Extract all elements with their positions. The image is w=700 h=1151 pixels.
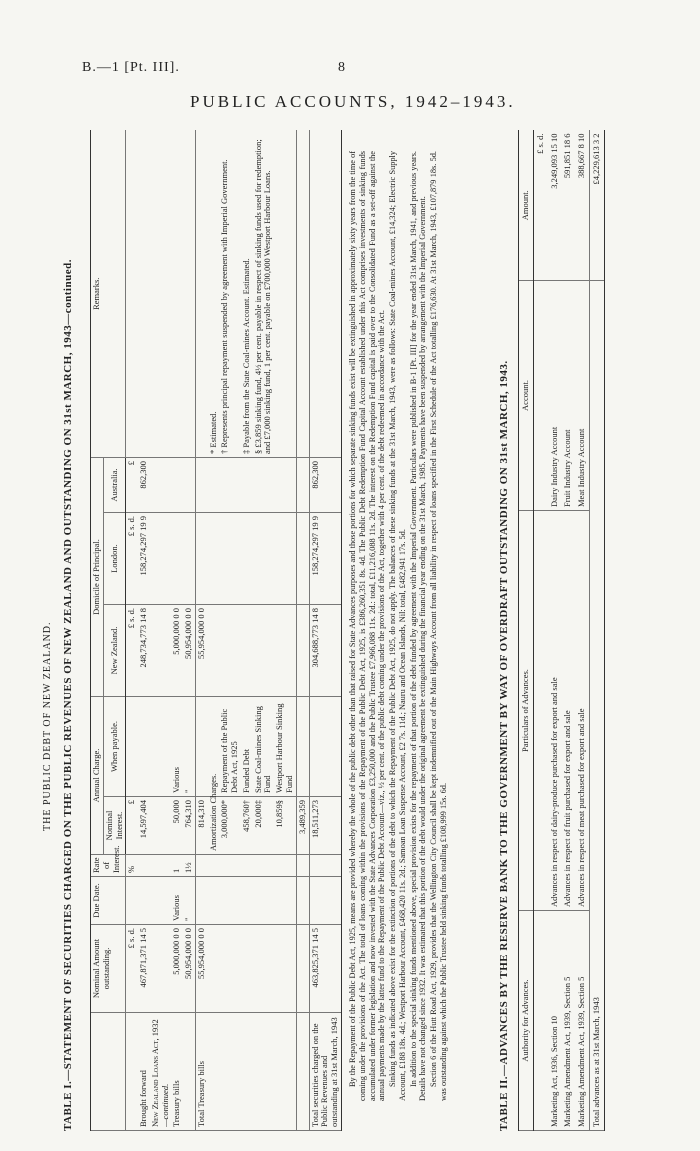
cell-london: 158,274,297 19 9: [309, 512, 341, 604]
table-row: [274, 130, 296, 1130]
total-treasury-label: Total Treasury bills: [195, 1013, 207, 1131]
cell-nominal: 463,825,371 14 5: [309, 925, 341, 1013]
remark-dagger: † Represents principal repayment suspended by agreement with Imperial Government.: [219, 130, 241, 457]
explanatory-notes: [348, 151, 450, 1101]
table1-heading: THE PUBLIC DEBT OF NEW ZEALAND.: [42, 621, 53, 831]
table-row: [296, 130, 309, 1130]
table-row: [219, 130, 241, 1130]
act-continued: —continued.: [159, 1083, 170, 1127]
cell-charge: 458,760†: [241, 797, 253, 855]
table1-title: TABLE I.—STATEMENT OF SECURITIES CHARGED ON THE PUBLIC REVENUES OF NEW ZEALAND AND OUTSTANDING ON 31st MARCH, 1943—continued.: [62, 259, 74, 1131]
cell-london: 158,274,297 19 9: [138, 512, 150, 604]
amount-header: Amount.: [519, 131, 534, 281]
brought-forward-label: Brought forward: [138, 1013, 150, 1131]
table-row: [208, 130, 220, 1130]
table-row: [241, 130, 253, 1130]
table-row: [138, 130, 150, 1130]
cell-new-zealand: 55,954,000 0 0: [195, 604, 207, 696]
cell-australia: 862,300: [138, 457, 150, 512]
new-zealand-header: New Zealand.: [103, 604, 126, 696]
table-row: [171, 130, 183, 1130]
rate-of-interest-header: Rate of Interest.: [91, 855, 126, 877]
table-row: [150, 130, 172, 1130]
grand-total-label: Total securities charged on the Public Revenues and outstanding at 31st March, 1943: [309, 1013, 341, 1131]
table-row: [575, 131, 589, 1131]
cell-nominal: 55,954,000 0 0: [195, 925, 207, 1013]
authority-header: Authority for Advances.: [519, 911, 534, 1131]
rotated-page-content: [38, 131, 648, 1131]
units-row: [533, 131, 547, 1131]
cell-amount: 3,249,093 15 10: [548, 131, 562, 281]
unit-lsd: £ s. d.: [533, 131, 547, 281]
due-date-header: Due Date.: [91, 877, 126, 925]
cell-interest: 764,310: [183, 797, 195, 855]
unit-pound: £: [126, 457, 138, 512]
cell-account: Fruit Industry Account: [561, 281, 575, 511]
label-column-header: [91, 1013, 126, 1131]
amortization-total: 3,489,359: [296, 797, 309, 855]
remarks-header: Remarks.: [91, 130, 126, 457]
remark-section: § £3,859 sinking fund, 4½ per cent. payable in respect of sinking funds used for redemption; and £7,000 sinking fund, 1 per cent. payable on £700,000 Westport Harbour Loans.: [253, 130, 275, 457]
unit-lsd: £ s. d.: [126, 925, 138, 1013]
unit-percent: %: [126, 855, 138, 877]
table-row: [309, 130, 341, 1130]
unit-pound: £: [126, 797, 138, 855]
cell-account: Dairy Industry Account: [548, 281, 562, 511]
cell-amount: 591,851 18 6: [561, 131, 575, 281]
cell-nominal: 50,954,000 0 0: [183, 925, 195, 1013]
units-row: [126, 130, 138, 1130]
table-row: [183, 130, 195, 1130]
cell-authority: Marketing Amendment Act, 1939, Section 5: [561, 911, 575, 1131]
cell-when-payable: Funded Debt: [241, 696, 253, 796]
table1: [90, 130, 342, 1131]
remark-estimated: * Estimated.: [208, 130, 220, 457]
treasury-bills-label: Treasury bills: [171, 1013, 183, 1131]
cell-rate: 1: [171, 855, 183, 877]
cell-due-date: Various: [171, 877, 183, 925]
table2-title: TABLE II.—ADVANCES BY THE RESERVE BANK TO THE GOVERNMENT BY WAY OF OVERDRAFT OUTSTANDING ON 31st MARCH, 1943.: [498, 360, 510, 1131]
page-number: 8: [338, 60, 345, 75]
cell-particulars: Advances in respect of fruit purchased for export and sale: [561, 511, 575, 911]
australia-header: Australia.: [103, 457, 126, 512]
note-paragraph: Section 6 of the Hutt Road Act, 1929, provides that the Wellington City Council shall be kept indemnified out of the Main Highways Account from all liability in respect of loans specified in the First Schedule of the Act totalling £176,630. At 31st March, 1943, £107,879 18s. 5d. was outstanding against which the Public Trustee held sinking funds totalling £108,999 15s. 6d.: [429, 151, 449, 1101]
account-header: Account.: [519, 281, 534, 511]
cell-interest: 14,597,404: [138, 797, 150, 855]
table-row: [589, 131, 604, 1131]
cell-interest: 814,310: [195, 797, 207, 855]
cell-interest: 18,511,273: [309, 797, 341, 855]
cell-authority: Marketing Amendment Act, 1939, Section 5: [575, 911, 589, 1131]
table-row: [561, 131, 575, 1131]
london-header: London.: [103, 512, 126, 604]
cell-new-zealand: 248,734,773 14 8: [138, 604, 150, 696]
cell-particulars: Advances in respect of dairy-produce purchased for export and sale: [548, 511, 562, 911]
cell-charge: 3,000,000*: [219, 797, 241, 855]
cell-when-payable: Repayment of the Public Debt Act, 1925: [219, 696, 241, 796]
cell-when-payable: ": [183, 696, 195, 796]
annual-charge-header: Annual Charge.: [91, 696, 104, 854]
particulars-header: Particulars of Advances.: [519, 511, 534, 911]
table-row: [548, 131, 562, 1131]
cell-due-date: ": [183, 877, 195, 925]
unit-lsd: £ s. d.: [126, 512, 138, 604]
cell-amount: 388,667 8 10: [575, 131, 589, 281]
cell-authority: Marketing Act, 1936, Section 10: [548, 911, 562, 1131]
act-title: New Zealand Loans Act, 1932: [149, 1019, 160, 1127]
cell-australia: 862,300: [309, 457, 341, 512]
total-advances-amount: £4,229,613 3 2: [589, 131, 604, 281]
document-reference: B.—1 [Pt. III].: [82, 60, 180, 75]
cell-charge: 20,000‡: [253, 797, 275, 855]
page-title: PUBLIC ACCOUNTS, 1942–1943.: [190, 92, 516, 111]
cell-when-payable: Westport Harbour Sinking Fund: [274, 696, 296, 796]
nominal-interest-header: Nominal Interest.: [103, 797, 126, 855]
note-paragraph: Sinking funds as indicated above exist for the extinction of portions of the debt to which the Repayment of the Public Debt Act, 1925, do not apply. The balances of these sinking funds at the 31st March, 1943, were as follows: State Coal-mines Account, £14,324; Electric Supply Account, £188 18s. 4d.; Westport Harbour Account, £468,420 11s. 2d.; Samoan Loan Suspense Account, £2 7s. 11d.; Nauru and Ocean Islands, Nil: total, £482,941 17s. 5d.: [388, 151, 407, 1101]
cell-new-zealand: 50,954,000 0 0: [183, 604, 195, 696]
cell-account: Meat Industry Account: [575, 281, 589, 511]
table-row: [253, 130, 275, 1130]
cell-new-zealand: 5,000,000 0 0: [171, 604, 183, 696]
cell-when-payable: State Coal-mines Sinking Fund: [253, 696, 275, 796]
cell-when-payable: Various: [171, 696, 183, 796]
total-advances-label: Total advances as at 31st March, 1943: [589, 281, 604, 1131]
table-row: [195, 130, 207, 1130]
cell-rate: 1½: [183, 855, 195, 877]
note-paragraph: In addition to the special sinking funds mentioned above, special provision exists for the repayment of that portion of the debt funded by agreement with the Imperial Government. Particulars were published in B-1 [Pt. III] for the year ended 31st March, 1941, and previous years. Details have not changed since 1932. It was estimated that this portion of the debt would under the original agreement be extinguished during the financial year ending on the 31st March, 1985. Payments have been suspended by arrangement with the Imperial Government.: [408, 151, 428, 1101]
cell-interest: 50,000: [171, 797, 183, 855]
cell-nominal: 467,871,371 14 5: [138, 925, 150, 1013]
table2: [518, 131, 605, 1132]
cell-new-zealand: 304,688,773 14 8: [309, 604, 341, 696]
note-paragraph: By the Repayment of the Public Debt Act, 1925, means are provided whereby the whole of the public debt other than that raised for State Advances purposes and those portions for which separate sinking funds exist will be extinguished in approximately sixty years from the time of coming under the provisions of the Act. The total of loans coming within the provisions of the Repayment of the Public Debt Act, 1925, is £386,260,351 8s. 4d. The Public Debt Redemption Fund Capital Account established under this Act comprises investments of sinking funds accumulated under former legislation and now invested with the State Advances Corporation £3,250,000 and the Public Trustee £7,966,088 11s. 2d.: total, £11,216,088 11s. 2d. The interest on the Redemption Fund capital is paid over to the Consolidated Fund as a set-off against the annual payments made by the latter fund to the Repayment of the Public Debt Account—viz., ½ per cent. of the public debt coming under the provisions of the Act, together with 4 per cent. of the debt redeemed in accordance with the Act.: [348, 151, 387, 1101]
page-header: [0, 52, 700, 142]
amortization-label: Amortization Charges.: [208, 797, 220, 855]
when-payable-header: When payable.: [103, 696, 126, 796]
cell-nominal: 5,000,000 0 0: [171, 925, 183, 1013]
cell-charge: 10,859§: [274, 797, 296, 855]
domicile-header: Domicile of Principal.: [91, 457, 104, 696]
cell-particulars: Advances in respect of meat purchased for export and sale: [575, 511, 589, 911]
remark-ddagger: ‡ Payable from the State Coal-mines Account. Estimated.: [241, 130, 253, 457]
unit-lsd: £ s. d.: [126, 604, 138, 696]
nominal-amount-header: Nominal Amount outstanding.: [91, 925, 126, 1013]
